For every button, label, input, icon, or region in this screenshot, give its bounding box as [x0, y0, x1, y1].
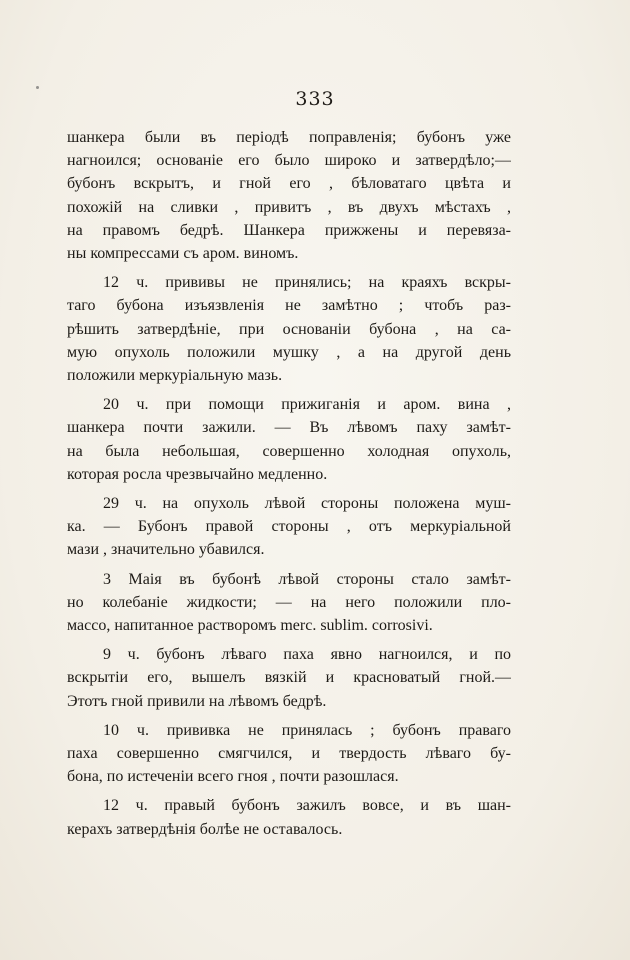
- text-line: шанкера почти зажили. — Въ лѣвомъ паху замѣт-: [67, 419, 511, 437]
- text-line: Этотъ гной привили на лѣвомъ бедрѣ.: [67, 692, 327, 710]
- paragraph: [67, 568, 511, 638]
- text-line: керахъ затвердѣнія болѣе не оставалось.: [67, 820, 343, 838]
- text-line: таго бубона изъязвленія не замѣтно ; чтобъ раз-: [67, 297, 511, 315]
- page-number: 333: [295, 88, 335, 110]
- text-line: нагноился; основаніе его было широко и затвердѣло;—: [67, 152, 511, 170]
- text-line: бубонъ вскрытъ, и гной его , бѣловатаго цвѣта и: [67, 175, 511, 193]
- text-line: паха совершенно смягчился, и твердость лѣваго бу-: [67, 745, 511, 763]
- text-line: ка. — Бубонъ правой стороны , отъ меркуріальной: [67, 518, 511, 536]
- text-line: шанкера были въ періодѣ поправленія; бубонъ уже: [67, 129, 511, 146]
- text-line: 20 ч. при помощи прижиганія и аром. вина ,: [103, 396, 511, 414]
- text-line: похожій на сливки , привитъ , въ двухъ мѣстахъ ,: [67, 198, 511, 216]
- text-line: 10 ч. прививка не принялась ; бубонъ праваго: [103, 721, 511, 739]
- body-text: [67, 126, 511, 847]
- text-line: 12 ч. прививы не принялись; на краяхъ вскры-: [103, 274, 511, 292]
- text-line: бона, по истеченіи всего гноя , почти разошлася.: [67, 768, 399, 786]
- paragraph: [67, 492, 511, 562]
- text-line: массо, напитанное растворомъ merc. sublim. corrosivi.: [67, 617, 433, 635]
- paragraph: [67, 719, 511, 789]
- text-line: 12 ч. правый бубонъ зажилъ вовсе, и въ шан-: [103, 797, 511, 815]
- text-line: 3 Маія въ бубонѣ лѣвой стороны стало замѣт-: [103, 570, 511, 588]
- text-line: но колебаніе жидкости; — на него положили пло-: [67, 593, 511, 611]
- text-line: на правомъ бедрѣ. Шанкера прижжены и перевяза-: [67, 221, 511, 239]
- text-line: на была небольшая, совершенно холодная опухоль,: [67, 442, 511, 460]
- text-line: вскрытіи его, вышелъ вязкій и красноватый гной.—: [67, 669, 511, 687]
- text-line: мую опухоль положили мушку , а на другой день: [67, 343, 511, 361]
- text-line: мази , значительно убавился.: [67, 541, 265, 559]
- paragraph: [67, 393, 511, 486]
- text-line: рѣшить затвердѣніе, при основаніи бубона , на са-: [67, 320, 511, 338]
- paragraph: [67, 126, 511, 265]
- text-line: ны компрессами съ аром. виномъ.: [67, 245, 299, 263]
- paragraph: [67, 271, 511, 387]
- paragraph: [67, 794, 511, 840]
- text-line: которая росла чрезвычайно медленно.: [67, 465, 328, 483]
- text-line: положили меркуріальную мазь.: [67, 367, 283, 385]
- text-line: 9 ч. бубонъ лѣваго паха явно нагноился, и по: [103, 646, 511, 664]
- text-line: 29 ч. на опухоль лѣвой стороны положена муш-: [103, 495, 511, 513]
- paragraph: [67, 643, 511, 713]
